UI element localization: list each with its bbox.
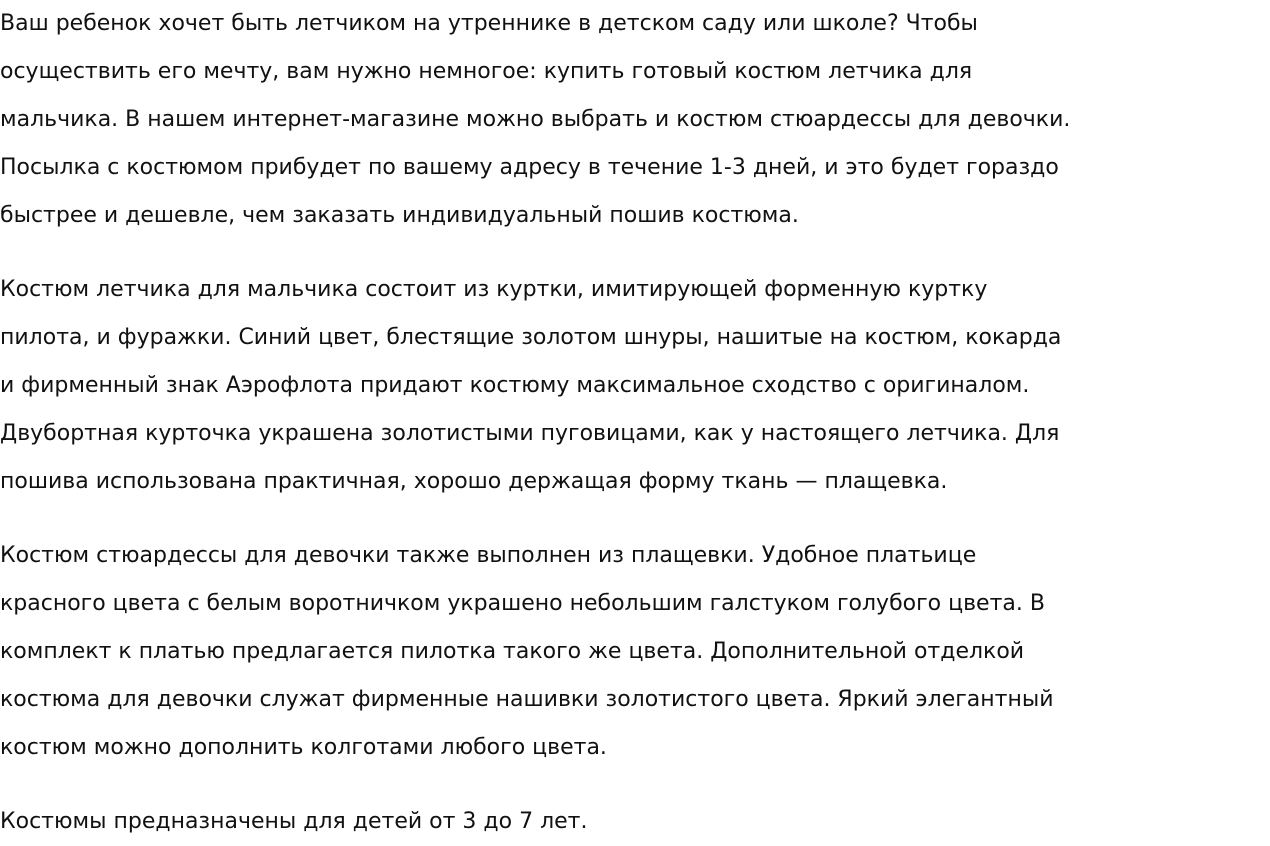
text-line: костюма для девочки служат фирменные нашивки золотистого цвета. Яркий элегантный bbox=[0, 687, 1054, 712]
text-line: мальчика. В нашем интернет-магазине можно выбрать и костюм стюардессы для девочки. bbox=[0, 107, 1071, 132]
text-line: комплект к платью предлагается пилотка такого же цвета. Дополнительной отделкой bbox=[0, 639, 1025, 664]
text-line: Посылка с костюмом прибудет по вашему адресу в течение 1-3 дней, и это будет гораздо bbox=[0, 155, 1059, 180]
paragraph-age-range bbox=[0, 798, 1270, 846]
text-line: красного цвета с белым воротничком украшено небольшим галстуком голубого цвета. В bbox=[0, 591, 1045, 616]
paragraph-stewardess-costume bbox=[0, 532, 1270, 772]
text-line: пошива использована практичная, хорошо держащая форму ткань — плащевка. bbox=[0, 469, 948, 494]
paragraph-pilot-costume bbox=[0, 266, 1270, 506]
text-line: костюм можно дополнить колготами любого цвета. bbox=[0, 735, 607, 760]
text-line: Костюмы предназначены для детей от 3 до 7 лет. bbox=[0, 809, 588, 834]
text-line: Костюм летчика для мальчика состоит из куртки, имитирующей форменную куртку bbox=[0, 277, 988, 302]
paragraph-intro bbox=[0, 0, 1270, 240]
text-line: и фирменный знак Аэрофлота придают костюму максимальное сходство с оригиналом. bbox=[0, 373, 1030, 398]
text-line: пилота, и фуражки. Синий цвет, блестящие золотом шнуры, нашитые на костюм, кокарда bbox=[0, 325, 1062, 350]
text-line: Костюм стюардессы для девочки также выполнен из плащевки. Удобное платьице bbox=[0, 543, 977, 568]
text-line: Ваш ребенок хочет быть летчиком на утреннике в детском саду или школе? Чтобы bbox=[0, 11, 978, 36]
text-line: быстрее и дешевле, чем заказать индивидуальный пошив костюма. bbox=[0, 203, 799, 228]
text-line: Двубортная курточка украшена золотистыми пуговицами, как у настоящего летчика. Для bbox=[0, 421, 1060, 446]
text-line: осуществить его мечту, вам нужно немногое: купить готовый костюм летчика для bbox=[0, 59, 973, 84]
